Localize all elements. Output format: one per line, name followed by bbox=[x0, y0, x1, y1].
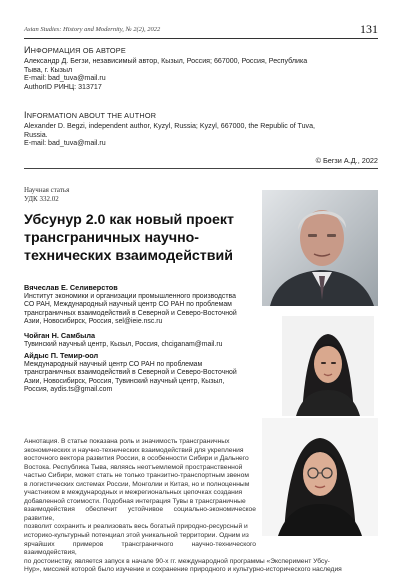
author-info-en-heading: INFORMATION ABOUT THE AUTHOR bbox=[24, 110, 157, 120]
author-info-ru-text: Александр Д. Бегзи, независимый автор, Кызыл, Россия; 667000, Россия, Республика Тыва, г. Кызыл E-mail: bad_tuva@mail.ru AuthorID РИНЦ: 313717 bbox=[24, 57, 308, 91]
author-photo-seliverstov bbox=[262, 190, 378, 306]
author-affiliation-2: Тувинский научный центр, Кызыл, Россия, chciganam@mail.ru bbox=[24, 341, 223, 348]
abstract: Аннотация. В статье показана роль и значимость трансграничных экономических и научно-технических взаимодействий для укрепления восточного вектора развития России, в особенности Сибири и Дальнего Востока. Республика Тыва, являясь неотъемлемой пространственной частью Сибири, может стать не только транзитно-транспортным звеном в логистических системах России, Монголии и Китая, но и полноценным участником в международных и межрегиональных цепочках создания добавленной стоимости. Подобная интеграция Тувы в трансграничные взаимодействия обеспечит устойчивое социально-экономическое развитие, позволит сохранить и реализовать весь богатый природно-ресурсный и историко-культурный потенциал этой уникальной территории. Одним из ярчайших примеров трансграничного научно-технического взаимодействия, по достоинству, является запуск в начале 90-х гг. международной программы «Эксперимент Убсу- Нур», миссией которой было изучение и сохранение природного и культурно-исторического наследия bbox=[24, 438, 342, 574]
page-number: 131 bbox=[360, 22, 378, 36]
author-info-en-text: Alexander D. Begzi, independent author, Kyzyl, Russia; Kyzyl, 667000, the Republic of Tuva, Russia. E-mail: bad_tuva@mail.ru bbox=[24, 122, 316, 148]
author-affiliation-1: Институт экономики и организации промышленного производства СО РАН, Международный научный центр СО РАН по проблемам трансграничных взаимодействий в Северной и Северо-Восточной Азии, Новосибирск, Россия, sel@ieie.nsc.ru bbox=[24, 293, 237, 326]
journal-name: Asian Studies: History and Modernity, № 2(2), 2022 bbox=[24, 26, 161, 33]
author-photo-sambyla bbox=[282, 316, 374, 416]
article-type: Научная статья bbox=[24, 186, 70, 194]
author-name-2: Чойган Н. Самбыла bbox=[24, 331, 96, 340]
author-affiliation-3: Международный научный центр СО РАН по проблемам трансграничных взаимодействий в Северной и Северо-Восточной Азии, Новосибирск, Россия, Тувинский научный центр, Кызыл, Россия, aydis.ts@gmail.com bbox=[24, 361, 237, 394]
author-name-1: Вячеслав Е. Селиверстов bbox=[24, 283, 118, 292]
section-divider bbox=[24, 168, 378, 169]
author-photo-temir-ool bbox=[262, 418, 378, 536]
copyright: © Бегзи А.Д., 2022 bbox=[315, 156, 378, 165]
article-title: Убсунур 2.0 как новый проект трансграничных научно- технических взаимодействий bbox=[24, 212, 234, 264]
udk-code: УДК 332.02 bbox=[24, 195, 59, 203]
running-header bbox=[24, 24, 378, 39]
author-info-ru-heading: ИНФОРМАЦИЯ ОБ АВТОРЕ bbox=[24, 45, 126, 55]
author-name-3: Айдыс П. Темир-оол bbox=[24, 351, 99, 360]
